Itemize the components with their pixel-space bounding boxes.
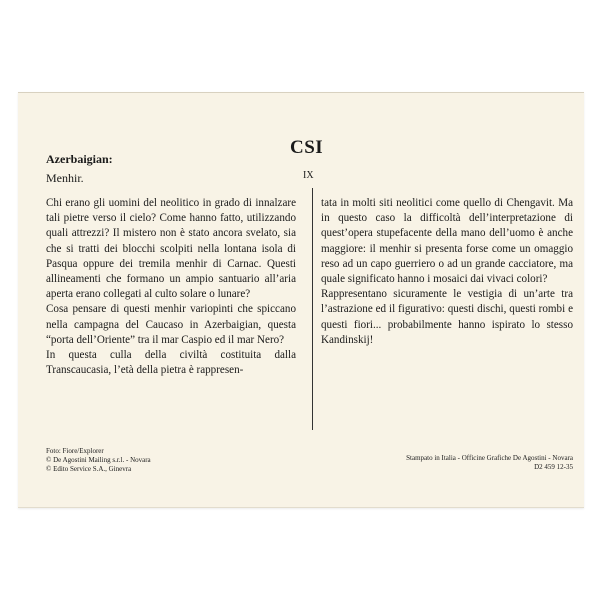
left-column bbox=[46, 196, 296, 378]
right-column bbox=[321, 196, 573, 348]
credit-line: Foto: Fiore/Explorer bbox=[46, 447, 104, 455]
credit-line: © Edito Service S.A., Ginevra bbox=[46, 465, 132, 473]
credit-line: D2 459 12-35 bbox=[534, 463, 573, 471]
credit-line: Stampato in Italia - Officine Grafiche De Agostini - Novara bbox=[406, 454, 573, 462]
paragraph: Chi erano gli uomini del neolitico in grado di innalzare tali pietre verso il cielo? Come hanno fatto, utilizzando quali attrezzi? Il mistero non è stato ancora svelato, sia che si tratti dei blocchi scolpiti nella lontana isola di Pasqua oppure dei tremila menhir di Carnac. Questi allineamenti che formano un ampio santuario all’aria aperta erano collegati al culto solare o lunare? bbox=[46, 197, 296, 301]
subject-label: Menhir. bbox=[46, 171, 84, 185]
paragraph: Cosa pensare di questi menhir variopinti che spiccano nella campagna del Caucaso in Azerbaigian, questa “porta dell’Oriente” tra il mar Caspio ed il mar Nero? bbox=[46, 303, 296, 346]
column-divider bbox=[312, 188, 313, 430]
paragraph: tata in molti siti neolitici come quello di Chengavit. Ma in questo caso la difficoltà dell’interpretazione di quest’opera stupefacente della mano dell’uomo è anche maggiore: il menhir si presenta forse come un omaggio reso ad un capo guerriero o ad un grande cacciatore, ma quale significato hanno i mosaici dai vivaci colori? bbox=[321, 197, 573, 286]
card-number: IX bbox=[303, 170, 314, 181]
credit-line: © De Agostini Mailing s.r.l. - Novara bbox=[46, 456, 151, 464]
card-title: CSI bbox=[290, 137, 324, 158]
paragraph: Rappresentano sicuramente le vestigia di un’arte tra l’astrazione ed il figurativo: questi dischi, questi rombi e questi fiori... probabilmente hanno ispirato lo stesso Kandinskij! bbox=[321, 288, 573, 346]
country-heading: Azerbaigian: bbox=[46, 152, 113, 166]
photo-credits bbox=[46, 447, 151, 474]
paragraph: In questa culla della civiltà costituita dalla Transcaucasia, l’età della pietra è rappresen- bbox=[46, 349, 296, 377]
print-credits bbox=[356, 454, 573, 472]
